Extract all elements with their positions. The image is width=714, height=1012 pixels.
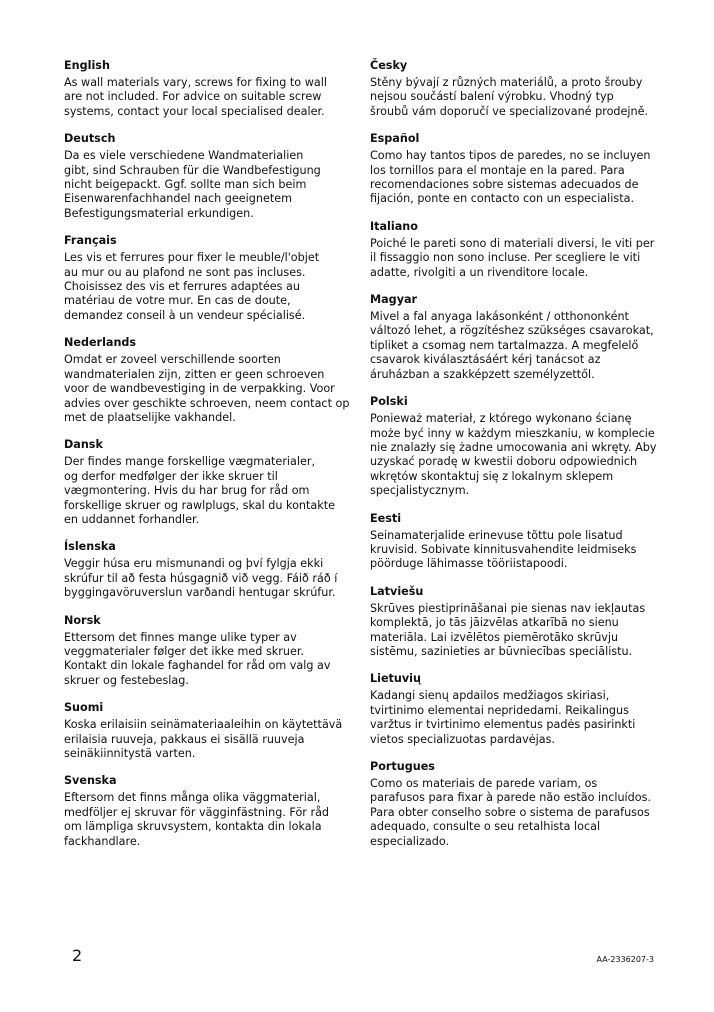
page-number: 2	[72, 946, 83, 965]
language-section-english	[64, 58, 356, 119]
language-heading: Svenska	[64, 774, 117, 788]
language-heading: Español	[370, 132, 420, 146]
language-section-nederlands	[64, 335, 356, 425]
language-text: Kadangi sienų apdailos medžiagos skiriasi, tvirtinimo elementai nepridedami. Reikalingus varžtus ir tvirtinimo elementus padės pasirinkti vietos specializuotas pardavėjas.	[370, 689, 636, 746]
language-heading: Magyar	[370, 293, 418, 307]
language-heading: Portugues	[370, 760, 435, 773]
language-text: As wall materials vary, screws for fixing to wall are not included. For advice on suitable screw systems, contact your local specialised dealer.	[64, 76, 327, 118]
language-heading: Česky	[370, 59, 408, 72]
language-text: Stěny bývají z různých materiálů, a proto šrouby nejsou součástí balení výrobku. Vhodný typ šroubů vám doporučí ve specializované prodejně.	[370, 76, 649, 118]
language-heading: Français	[64, 234, 117, 248]
language-heading: Deutsch	[64, 132, 116, 146]
language-section-norsk	[64, 613, 356, 689]
language-section-italiano	[370, 219, 660, 280]
language-section-lietuviu	[370, 671, 660, 747]
language-heading: Eesti	[370, 511, 402, 525]
language-section-dansk	[64, 437, 356, 527]
language-text: Poiché le pareti sono di materiali diversi, le viti per il fissaggio non sono incluse. Per scegliere le viti adatte, rivolgiti a un rivenditore locale.	[370, 236, 655, 279]
left-column	[64, 58, 356, 861]
language-text: Ettersom det finnes mange ulike typer av veggmaterialer følger det ikke med skruer. Kontakt din lokale faghandel for råd om valg av skruer og festebeslag.	[64, 630, 331, 687]
language-section-svenska	[64, 773, 356, 849]
language-text: Der findes mange forskellige vægmaterialer, og derfor medfølger der ikke skruer til vægmontering. Hvis du har brug for råd om forskellige skruer og rawlplugs, skal du kontakte en uddannet forhandler.	[64, 455, 336, 526]
language-text: Como hay tantos tipos de paredes, no se incluyen los tornillos para el montaje en la pared. Para recomendaciones sobre sistemas adecuados de fijación, ponte en contacto con un especialista.	[370, 149, 651, 206]
language-section-deutsch	[64, 131, 356, 221]
language-text: Skrūves piestiprināšanai pie sienas nav iekļautas komplektā, jo tās jāizvēlas atkarībā no sienu materiāla. Lai izvēlētos piemērotāko skrūvju sistēmu, sazinieties ar būvniecības speciālistu.	[370, 601, 646, 658]
language-heading: Latviešu	[370, 584, 424, 598]
language-text: Eftersom det finns många olika väggmaterial, medföljer ej skruvar för vägginfästning. För råd om lämpliga skruvsystem, kontakta din lokala fackhandlare.	[64, 791, 330, 848]
language-section-francais	[64, 233, 356, 323]
language-text: Les vis et ferrures pour fixer le meuble/l'objet au mur ou au plafond ne sont pas incluses. Choisissez des vis et ferrures adaptées au matériau de votre mur. En cas de doute, demandez conseil à un vendeur spécialisé.	[64, 251, 320, 322]
language-heading: Nederlands	[64, 336, 137, 350]
language-heading: Suomi	[64, 701, 104, 715]
document-code: AA-2336207-3	[596, 955, 654, 964]
language-text: Como os materiais de parede variam, os parafusos para fixar à parede não estão incluídos. Para obter conselho sobre o sistema de parafusos adequado, consulte o seu retalhista local especializado.	[370, 777, 651, 848]
language-section-polski	[370, 394, 660, 498]
language-section-magyar	[370, 292, 660, 382]
language-heading: Lietuvių	[370, 672, 421, 686]
language-text: Mivel a fal anyaga lakásonként / otthononként változó lehet, a rögzítéshez szükséges csavarokat, tipliket a csomag nem tartalmazza. A megfelelő csavarok kiválasztásáért kérj tanácsot az áruházban a szakképzett személyzettől.	[370, 310, 654, 381]
language-section-suomi	[64, 700, 356, 761]
language-text: Seinamaterjalide erinevuse tõttu pole lisatud kruvisid. Sobivate kinnitusvahendite leidmiseks pöörduge lähimasse tööriistapoodi.	[370, 528, 637, 571]
language-heading: English	[64, 59, 110, 72]
language-text: Omdat er zoveel verschillende soorten wandmaterialen zijn, zitten er geen schroeven voor de wandbevestiging in de verpakking. Voor advies over geschikte schroeven, neem contact op met de plaatselijke vakhandel.	[64, 353, 350, 424]
language-heading: Norsk	[64, 613, 101, 627]
language-section-espanol	[370, 131, 660, 207]
language-text: Koska erilaisiin seinämateriaaleihin on käytettävä erilaisia ruuveja, pakkaus ei sisällä ruuveja seinäkiinnitystä varten.	[64, 718, 343, 760]
language-text: Da es viele verschiedene Wandmaterialien gibt, sind Schrauben für die Wandbefestigung nicht beigepackt. Ggf. sollte man sich beim Eisenwarenfachhandel nach geeignetem Befestigungsmaterial erkundigen.	[64, 149, 321, 220]
language-section-cesky	[370, 58, 660, 119]
language-section-portugues	[370, 759, 660, 849]
language-heading: Dansk	[64, 438, 103, 452]
language-section-islenska	[64, 539, 356, 600]
language-text: Ponieważ materiał, z którego wykonano ścianę może być inny w każdym mieszkaniu, w komplecie nie znalazły się żadne umocowania ani wkręty. Aby uzyskać poradę w kwestii doboru odpowiednich wkrętów skontaktuj się z lokalnym sklepem specjalistycznym.	[370, 412, 657, 498]
language-heading: Polski	[370, 395, 408, 409]
right-column	[370, 58, 660, 861]
language-text: Veggir húsa eru mismunandi og því fylgja ekki skrúfur til að festa húsgagnið við vegg. Fáið ráð í byggingavöruverslun varðandi hentugar skrúfur.	[64, 557, 338, 600]
language-heading: Íslenska	[64, 540, 116, 554]
language-heading: Italiano	[370, 219, 418, 233]
language-section-latviesu	[370, 584, 660, 660]
language-section-eesti	[370, 511, 660, 572]
